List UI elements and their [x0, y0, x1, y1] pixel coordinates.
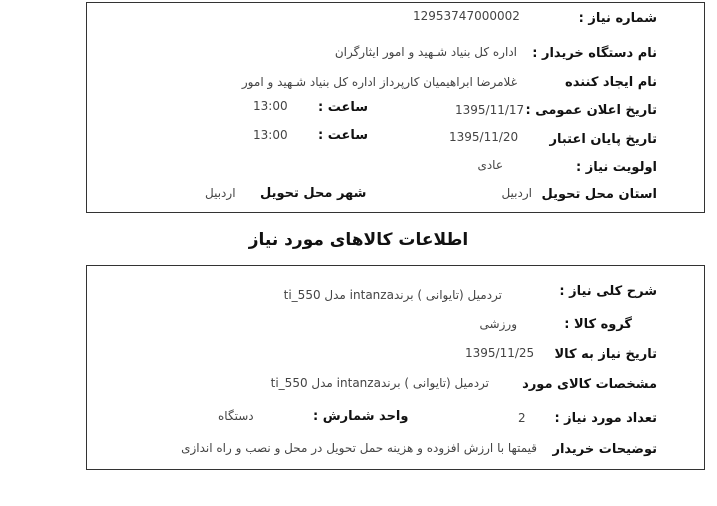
- announce-date-label: تاریخ اعلان عمومی :: [525, 103, 657, 118]
- validity-time-label: ساعت :: [318, 128, 369, 143]
- specs-value: تردمیل (تایوانی ) برندintanza مدل ti_550: [270, 376, 489, 390]
- announce-time-value: 13:00: [253, 99, 288, 113]
- group-label: گروه کالا :: [564, 317, 632, 332]
- buyer-notes-label: توضیحات خریدار: [552, 442, 657, 457]
- specs-label: مشخصات کالای مورد: [522, 377, 657, 392]
- buyer-label: نام دستگاه خریدار :: [532, 46, 657, 61]
- validity-time-value: 13:00: [253, 128, 288, 142]
- province-label: استان محل تحویل: [541, 187, 657, 202]
- summary-label: شرح کلی نیاز :: [559, 284, 657, 299]
- city-value: اردبیل: [205, 186, 236, 200]
- buyer-notes-value: قیمتها با ارزش افزوده و هزینه حمل تحویل در محل و نصب و راه اندازی: [181, 441, 537, 455]
- announce-date-value: 1395/11/17: [455, 103, 525, 117]
- group-value: ورزشی: [479, 317, 517, 331]
- city-label: شهر محل تحویل: [260, 186, 367, 201]
- need-number-value: 12953747000002: [413, 9, 520, 23]
- province-value: اردبیل: [501, 186, 532, 200]
- need-number-label: شماره نیاز :: [578, 11, 657, 26]
- need-date-label: تاریخ نیاز به کالا: [554, 347, 657, 362]
- creator-value: غلامرضا ابراهیمیان کارپرداز اداره کل بنیاد شـهید و امور: [241, 75, 517, 89]
- priority-label: اولویت نیاز :: [575, 160, 657, 175]
- unit-value: دستگاه: [218, 409, 254, 423]
- quantity-label: تعداد مورد نیاز :: [554, 411, 657, 426]
- section-title: اطلاعات کالاهای مورد نیاز: [248, 230, 469, 250]
- priority-value: عادی: [477, 158, 503, 172]
- summary-value: تردمیل (تایوانی ) برندintanza مدل ti_550: [283, 288, 502, 302]
- unit-label: واحد شمارش :: [313, 409, 409, 424]
- buyer-value: اداره کل بنیاد شـهید و امور ایثارگران: [334, 45, 517, 59]
- announce-time-label: ساعت :: [318, 100, 369, 115]
- need-date-value: 1395/11/25: [465, 346, 535, 360]
- validity-date-label: تاریخ پایان اعتبار: [549, 132, 657, 147]
- quantity-value: 2: [518, 411, 526, 425]
- creator-label: نام ایجاد کننده: [565, 75, 657, 90]
- validity-date-value: 1395/11/20: [449, 130, 519, 144]
